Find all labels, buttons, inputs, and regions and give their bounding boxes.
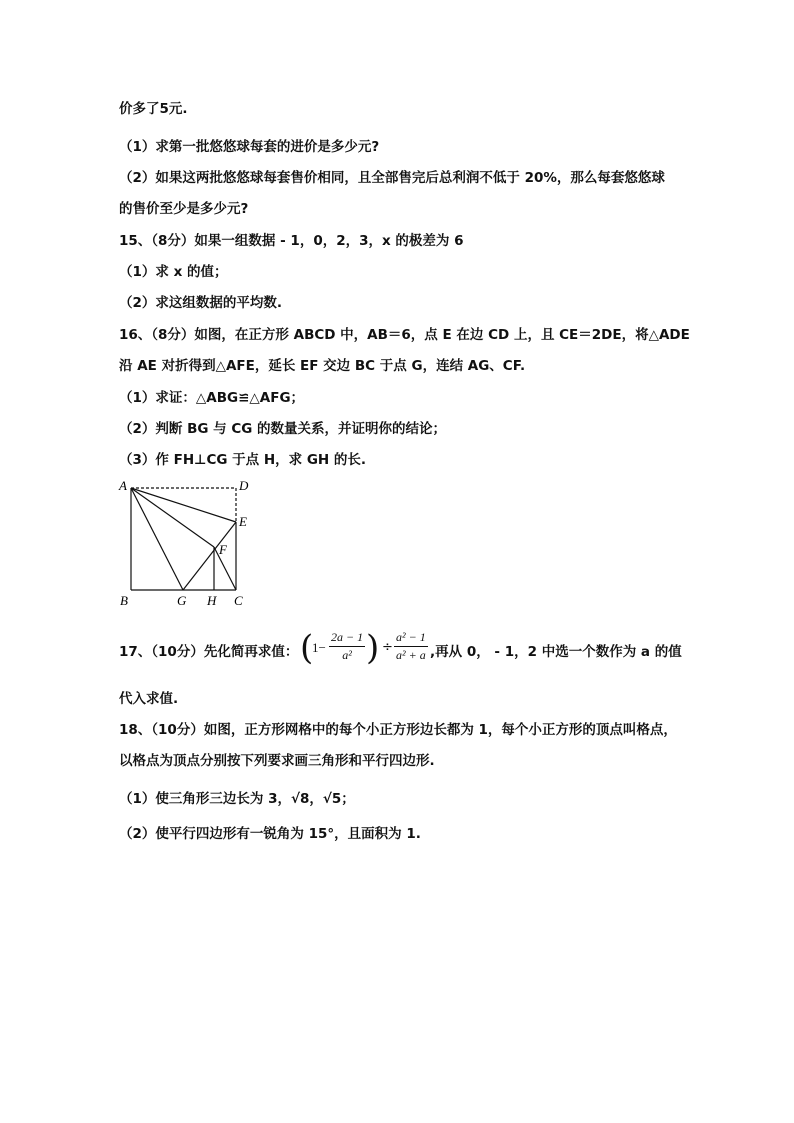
- q17-stem-suffix: ,再从 0， - 1，2 中选一个数作为 a 的值: [430, 644, 682, 660]
- q17-stem-prefix: 17、（10分）先化简再求值：: [119, 644, 299, 660]
- fraction-2-denominator: a² + a: [396, 648, 426, 662]
- fraction-2-numerator: a² − 1: [394, 630, 428, 647]
- fraction-1-numerator: 2a − 1: [329, 630, 365, 647]
- q15-part2: （2）求这组数据的平均数.: [119, 295, 283, 311]
- q14-part2-a: （2）如果这两批悠悠球每套售价相同，且全部售完后总利润不低于 20%，那么每套悠悠球: [119, 170, 665, 186]
- q16-stem-b: 沿 AE 对折得到△AFE，延长 EF 交边 BC 于点 G，连结 AG、CF.: [119, 358, 526, 374]
- square-geometry-figure: [116, 476, 256, 612]
- text-line-1: 价多了5元.: [119, 101, 188, 117]
- segment-ag: [131, 488, 183, 590]
- segment-eg: [183, 522, 236, 590]
- q17-stem-b: 代入求值.: [119, 691, 179, 707]
- q16-part1: （1）求证：△ABG≌△AFG；: [119, 390, 305, 406]
- right-paren: ): [366, 628, 380, 668]
- fraction-1: [329, 630, 365, 663]
- q15-stem: 15、（8分）如果一组数据 - 1，0，2，3，x 的极差为 6: [119, 233, 464, 249]
- q14-part1: （1）求第一批悠悠球每套的进价是多少元?: [119, 139, 380, 155]
- label-a: A: [119, 478, 127, 493]
- q17-expression: [300, 628, 436, 670]
- label-d: D: [239, 478, 249, 493]
- q18-stem-a: 18、（10分）如图，正方形网格中的每个小正方形边长都为 1，每个小正方形的顶点叫格点，: [119, 722, 677, 738]
- segment-ae: [131, 488, 236, 522]
- q16-stem-a: 16、（8分）如图，在正方形 ABCD 中，AB＝6，点 E 在边 CD 上，且 CE＝2DE，将△ADE: [119, 327, 690, 343]
- segment-af: [131, 488, 214, 547]
- q18-part1: （1）使三角形三边长为 3，√8，√5；: [119, 791, 355, 807]
- left-paren: (: [300, 628, 314, 668]
- label-h: H: [207, 593, 217, 608]
- expr-one-minus: 1−: [312, 640, 326, 655]
- label-f: F: [219, 542, 227, 557]
- label-b: B: [120, 593, 128, 608]
- divide-sign: ÷: [382, 640, 393, 655]
- label-g: G: [177, 593, 187, 608]
- q14-part2-b: 的售价至少是多少元?: [119, 201, 249, 217]
- label-c: C: [234, 593, 243, 608]
- fraction-2: [394, 630, 428, 663]
- q16-part3: （3）作 FH⊥CG 于点 H，求 GH 的长.: [119, 452, 367, 468]
- q15-part1: （1）求 x 的值；: [119, 264, 228, 280]
- label-e: E: [239, 514, 247, 529]
- q18-stem-b: 以格点为顶点分别按下列要求画三角形和平行四边形.: [119, 753, 435, 769]
- q16-part2: （2）判断 BG 与 CG 的数量关系，并证明你的结论；: [119, 421, 447, 437]
- fraction-1-denominator: a²: [342, 648, 352, 662]
- q18-part2: （2）使平行四边形有一锐角为 15°，且面积为 1.: [119, 826, 421, 842]
